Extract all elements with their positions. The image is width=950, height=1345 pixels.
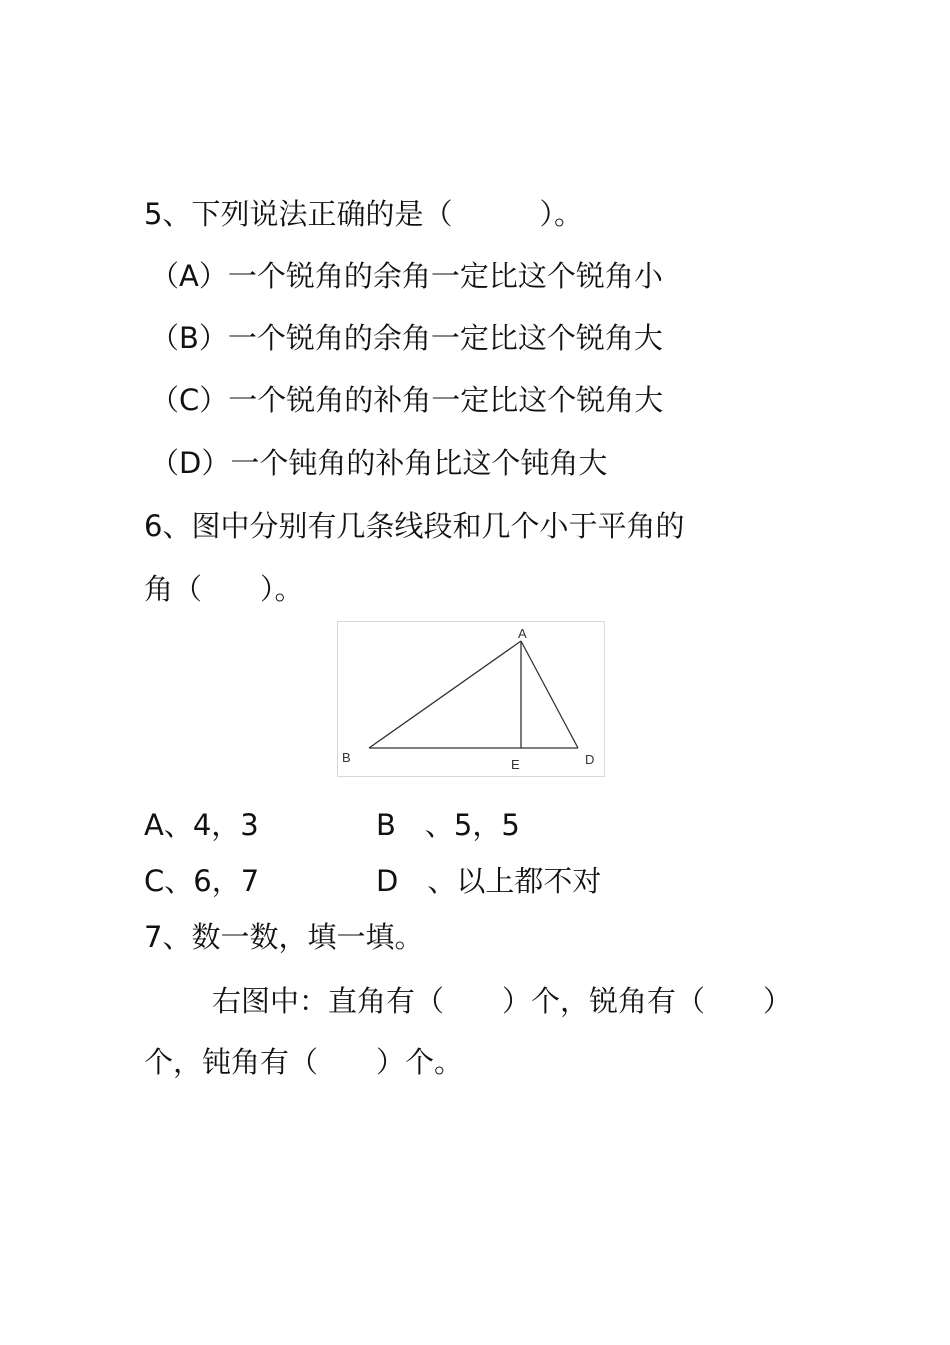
question-6-option-a: A、4，3 xyxy=(144,808,259,842)
question-5-option-b: （B）一个锐角的余角一定比这个锐角大 xyxy=(150,321,663,355)
question-6-stem-line-1: 6、图中分别有几条线段和几个小于平角的 xyxy=(144,509,685,543)
question-7-line-2: 个，钝角有（ ）个。 xyxy=(144,1045,464,1079)
question-5-option-d: （D）一个钝角的补角比这个钝角大 xyxy=(150,446,608,480)
segment-ab xyxy=(369,641,521,748)
question-5-option-c: （C）一个锐角的补角一定比这个锐角大 xyxy=(150,383,664,417)
triangle-diagram xyxy=(338,622,604,776)
question-6-option-b: B 、5，5 xyxy=(376,808,520,842)
question-6-stem-line-2: 角（ ）。 xyxy=(144,572,304,606)
question-6-option-c: C、6，7 xyxy=(144,864,260,898)
question-5-option-a: （A）一个锐角的余角一定比这个锐角小 xyxy=(150,259,663,293)
label-d: D xyxy=(585,752,595,767)
segment-ad xyxy=(521,641,578,748)
triangle-figure xyxy=(337,621,605,777)
label-a: A xyxy=(518,626,527,641)
label-e: E xyxy=(511,757,520,772)
question-6-option-d: D 、以上都不对 xyxy=(376,864,602,898)
question-7-line-1: 右图中：直角有（ ）个，锐角有（ ） xyxy=(212,984,793,1018)
question-5-stem: 5、下列说法正确的是（ ）。 xyxy=(144,197,583,231)
question-7-stem: 7、数一数，填一填。 xyxy=(144,920,424,954)
label-b: B xyxy=(342,750,351,765)
